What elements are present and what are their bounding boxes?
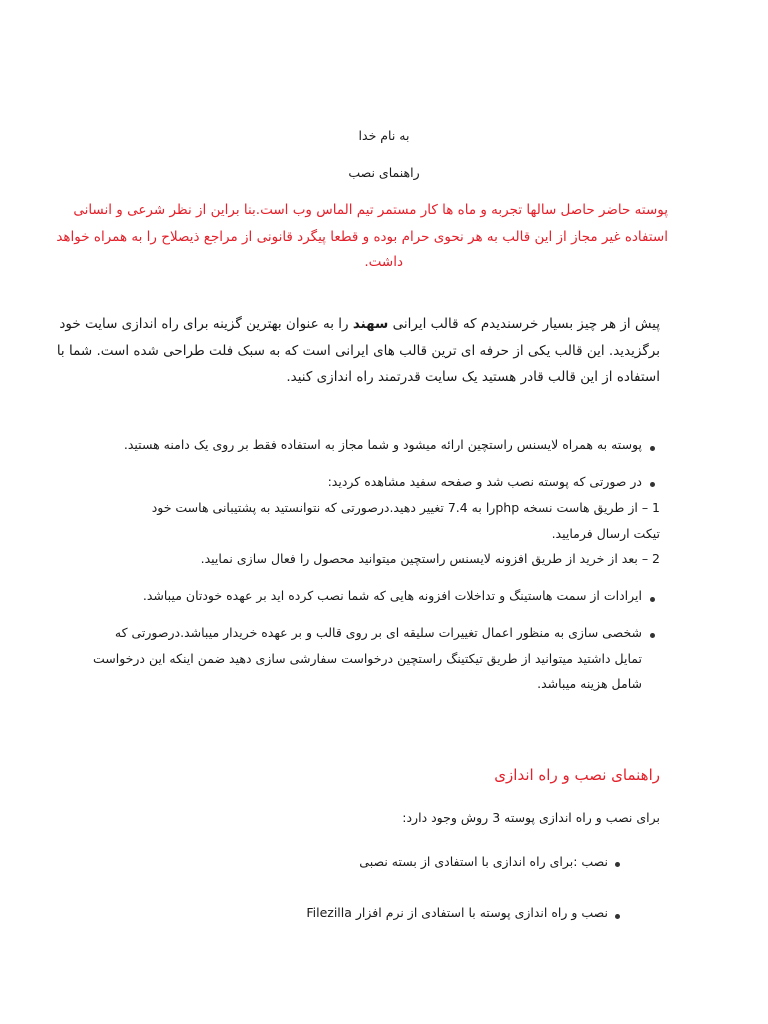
- bullet-dot: [650, 633, 655, 638]
- bullet-dot: [615, 914, 620, 919]
- note-white-page-step-2: 2 – بعد از خرید از طریق افزونه لایسنس راستچین میتوانید محصول را فعال سازی نمایید.: [200, 551, 660, 566]
- intro-line-1: [59, 316, 660, 332]
- note-customization-line-2: تمایل داشتید میتوانید از طریق تیکتینگ راستچین درخواست سفارشی سازی دهید ضمن اینکه این درخواست: [92, 651, 642, 666]
- note-customization: شخصی سازی به منظور اعمال تغییرات سلیقه ای بر روی قالب و بر عهده خریدار میباشد.درصورتی که: [114, 625, 642, 640]
- warning-line-1: پوسته حاضر حاصل سالها تجربه و ماه ها کار مستمر تیم الماس وب است.بنا براین از نظر شرعی و انسانی: [73, 202, 668, 218]
- note-customization-line-3: شامل هزینه میباشد.: [537, 676, 642, 691]
- note-white-page-step-1-cont: تیکت ارسال فرمایید.: [551, 526, 660, 541]
- bullet-dot: [650, 597, 655, 602]
- bullet-dot: [615, 862, 620, 867]
- install-guide-heading: راهنمای نصب و راه اندازی: [494, 766, 660, 784]
- bullet-dot: [650, 482, 655, 487]
- intro-line-1-start: پیش از هر چیز بسیار خرسندیدم که قالب ایرانی: [392, 316, 660, 332]
- intro-line-2: برگزیدید. این قالب یکی از حرفه ای ترین قالب های ایرانی است که به سبک فلت طراحی شده است. شما با: [56, 343, 660, 359]
- intro-line-3: استفاده از این قالب قادر هستید یک سایت قدرتمند راه اندازی کنید.: [286, 369, 660, 385]
- theme-name: سهند: [352, 316, 389, 332]
- document-subtitle: راهنمای نصب: [348, 165, 420, 180]
- install-method-package: نصب :برای راه اندازی با استفادی از بسته نصبی: [359, 854, 608, 869]
- note-license: پوسته به همراه لایسنس راستچین ارائه میشود و شما مجاز به استفاده فقط بر روی یک دامنه هستید.: [123, 437, 642, 452]
- document-title: به نام خدا: [358, 128, 410, 143]
- warning-line-2: استفاده غیر مجاز از این قالب به هر نحوی حرام بوده و قطعا پیگرد قانونی از مراجع ذیصلاح را به همراه خواهد: [56, 229, 668, 245]
- note-white-page: در صورتی که پوسته نصب شد و صفحه سفید مشاهده کردید:: [327, 474, 642, 489]
- note-white-page-step-1: 1 – از طریق هاست نسخه phpرا به 7.4 تغییر دهید.درصورتی که نتوانستید به پشتیبانی هاست خود: [151, 500, 660, 515]
- note-hosting-issues: ایرادات از سمت هاستینگ و تداخلات افزونه هایی که شما نصب کرده اید بر عهده خودتان میباشد.: [142, 588, 642, 603]
- install-method-filezilla: نصب و راه اندازی پوسته با استفادی از نرم افزار Filezilla: [306, 905, 608, 920]
- install-guide-intro: برای نصب و راه اندازی پوسته 3 روش وجود دارد:: [402, 810, 660, 825]
- intro-line-1-end: را به عنوان بهترین گزینه برای راه اندازی سایت خود: [59, 316, 349, 332]
- bullet-dot: [650, 446, 655, 451]
- warning-line-3: داشت.: [364, 254, 403, 270]
